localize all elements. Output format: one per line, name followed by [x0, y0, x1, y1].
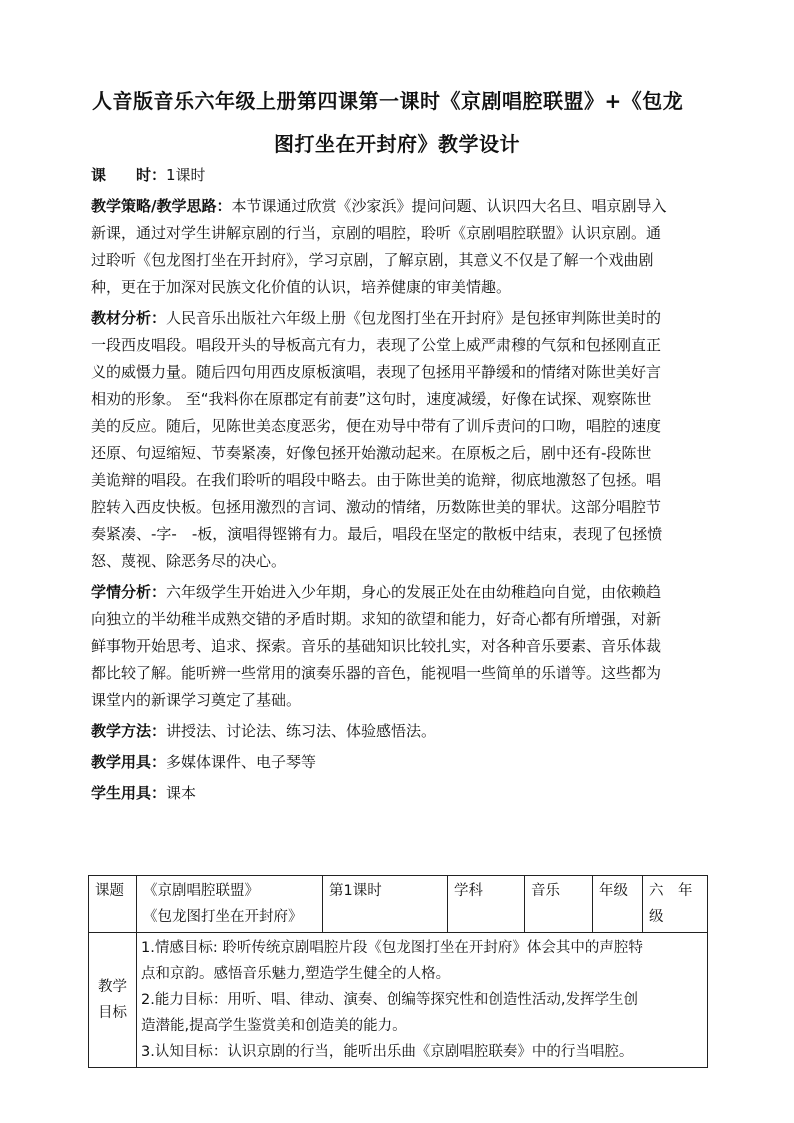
document-body [91, 162, 711, 807]
topic-line: 《京剧唱腔联盟》 [143, 883, 259, 899]
material-line: 怒、蔑视、除恶务尽的决心。 [91, 552, 287, 570]
methods-row [91, 718, 711, 745]
strategy-line: 教学策略/教学思路：本节课通过欣赏《沙家浜》提问问题、认识四大名旦、唱京剧导入 [91, 197, 667, 215]
methods-label: 教学方法： [91, 722, 167, 740]
strategy-label: 教学策略/教学思路： [91, 197, 232, 215]
topic-label-cell: 课题 [89, 876, 137, 933]
table-row [89, 933, 708, 1068]
material-line: 美的反应。随后，见陈世美态度恶劣，便在劝导中带有了训斥责问的口吻，唱腔的速度 [91, 417, 662, 435]
goals-cell [137, 933, 708, 1068]
subject-cell: 音乐 [525, 876, 593, 933]
grade-label-cell: 年级 [593, 876, 643, 933]
material-line: 还原、句逗缩短、节奏紧凑，好像包拯开始激动起来。在原板之后，剧中还有-段陈世 [91, 444, 652, 462]
table-row [89, 876, 708, 933]
class-hours-row [91, 162, 711, 189]
material-line: 教材分析：人民音乐出版社六年级上册《包龙图打坐在开封府》是包拯审判陈世美时的 [91, 309, 662, 327]
tools-value: 多媒体课件、电子琴等 [166, 753, 317, 771]
topic-line: 《包龙图打坐在开封府》 [143, 909, 303, 925]
document-title-line-2: 图打坐在开封府》教学设计 [274, 132, 520, 156]
material-line: 一段西皮唱段。唱段开头的导板高亢有力，表现了公堂上威严肃穆的气氛和包拯刚直正 [91, 336, 662, 354]
goal-line: 2.能力目标：用听、唱、律动、演奏、创编等探究性和创造性活动,发挥学生创 [141, 992, 638, 1008]
topic-cell [137, 876, 323, 933]
period-cell: 第1课时 [323, 876, 448, 933]
strategy-line: 新课，通过对学生讲解京剧的行当，京剧的唱腔，聆听《京剧唱腔联盟》认识京剧。通 [91, 224, 662, 242]
class-hours-value: 1课时 [166, 166, 206, 184]
strategy-line: 过聆听《包龙图打坐在开封府》，学习京剧，了解京剧，其意义不仅是了解一个戏曲剧 [91, 251, 654, 269]
students-line: 向独立的半幼稚半成熟交错的矛盾时期。求知的欲望和能力，好奇心都有所增强，对新 [91, 610, 662, 628]
tools-label: 教学用具： [91, 753, 167, 771]
students-label: 学情分析： [91, 583, 167, 601]
methods-value: 讲授法、讨论法、练习法、体验感悟法。 [166, 722, 437, 740]
goals-label-cell: 教学 目标 [89, 933, 137, 1068]
subject-label-cell: 学科 [448, 876, 525, 933]
students-line: 都比较了解。能听辨一些常用的演奏乐器的音色，能视唱一些简单的乐谱等。这些都为 [91, 664, 662, 682]
grade-cell: 六 年 级 [643, 876, 708, 933]
tools-row [91, 749, 711, 776]
material-line: 腔转入西皮快板。包拯用激烈的言词、激动的情绪，历数陈世美的罪状。这部分唱腔节 [91, 498, 662, 516]
material-line: 相劝的形象。 至“我料你在原郡定有前妻”这句时，速度减缓，好像在试探、观察陈世 [91, 390, 652, 408]
material-label: 教材分析： [91, 309, 167, 327]
goal-line: 3.认知目标：认识京剧的行当，能听出乐曲《京剧唱腔联奏》中的行当唱腔。 [141, 1044, 634, 1060]
strategy-line: 种，更在于加深对民族文化价值的认识，培养健康的审美情趣。 [91, 278, 512, 296]
students-line: 学情分析：六年级学生开始进入少年期，身心的发展正处在由幼稚趋向自觉，由依赖趋 [91, 583, 662, 601]
lesson-info-table [88, 875, 708, 1068]
document-title-line-1: 人音版音乐六年级上册第四课第一课时《京剧唱腔联盟》+《包龙 [92, 89, 684, 113]
goal-line: 造潜能,提高学生鉴赏美和创造美的能力。 [141, 1018, 407, 1034]
material-line: 美诡辩的唱段。在我们聆听的唱段中略去。由于陈世美的诡辩，彻底地激怒了包拯。唱 [91, 471, 662, 489]
goal-line: 点和京韵。感悟音乐魅力,塑造学生健全的人格。 [141, 966, 451, 982]
students-line: 鲜事物开始思考、追求、探索。音乐的基础知识比较扎实，对各种音乐要素、音乐体裁 [91, 637, 662, 655]
material-line: 义的威慑力量。随后四句用西皮原板演唱，表现了包拯用平静缓和的情绪对陈世美好言 [91, 363, 662, 381]
material-line: 奏紧凑、-字- -板，演唱得铿锵有力。最后，唱段在坚定的散板中结束，表现了包拯愤 [91, 525, 663, 543]
class-hours-label: 课 时： [91, 166, 167, 184]
student-tools-row [91, 780, 711, 807]
student-tools-value: 课本 [166, 784, 197, 802]
students-line: 课堂内的新课学习奠定了基础。 [91, 691, 302, 709]
student-tools-label: 学生用具： [91, 784, 167, 802]
goal-line: 1.情感目标: 聆听传统京剧唱腔片段《包龙图打坐在开封府》体会其中的声腔特 [141, 940, 643, 956]
